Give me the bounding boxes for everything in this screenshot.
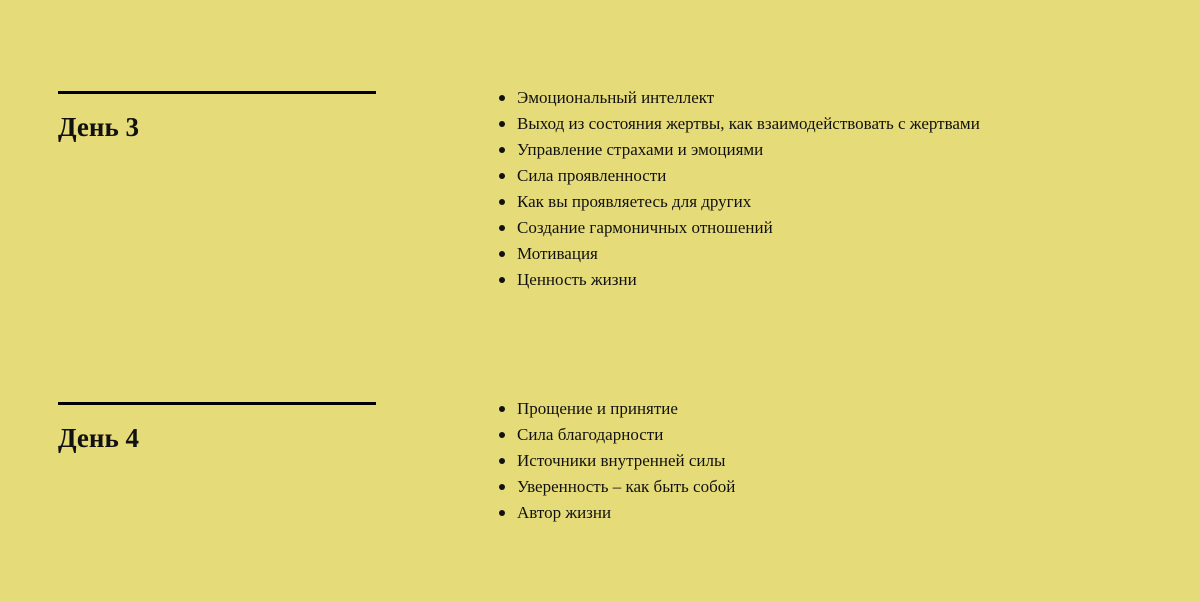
topic-item [496,422,735,448]
bullet-icon [499,277,505,283]
bullet-icon [499,199,505,205]
topic-label: Как вы проявляетесь для других [517,192,752,211]
topic-item [496,111,980,137]
bullet-icon [499,458,505,464]
bullet-icon [499,121,505,127]
bullet-icon [499,173,505,179]
topic-label: Эмоциональный интеллект [517,88,715,107]
topic-item [496,474,735,500]
topic-label: Сила благодарности [517,425,664,444]
bullet-icon [499,484,505,490]
day-title: День 4 [58,423,139,453]
section-divider [58,91,376,94]
bullet-icon [499,225,505,231]
topic-label: Источники внутренней силы [517,451,726,470]
bullet-icon [499,251,505,257]
topic-item [496,267,980,293]
bullet-icon [499,510,505,516]
bullet-icon [499,432,505,438]
topic-list [496,85,980,293]
day-title: День 3 [58,112,139,142]
topic-item [496,500,735,526]
topic-label: Ценность жизни [517,270,637,289]
bullet-icon [499,406,505,412]
topic-item [496,137,980,163]
bullet-icon [499,147,505,153]
topic-label: Уверенность – как быть собой [517,477,736,496]
topic-item [496,396,735,422]
topic-label: Управление страхами и эмоциями [517,140,764,159]
topic-item [496,215,980,241]
topic-item [496,241,980,267]
topic-label: Выход из состояния жертвы, как взаимодействовать с жертвами [517,114,980,133]
bullet-icon [499,95,505,101]
section-divider [58,402,376,405]
topic-label: Автор жизни [517,503,612,522]
topic-item [496,85,980,111]
topic-item [496,189,980,215]
topic-label: Создание гармоничных отношений [517,218,773,237]
topic-item [496,448,735,474]
topic-label: Мотивация [517,244,598,263]
topic-label: Сила проявленности [517,166,667,185]
topic-item [496,163,980,189]
topic-label: Прощение и принятие [517,399,678,418]
topic-list [496,396,735,526]
